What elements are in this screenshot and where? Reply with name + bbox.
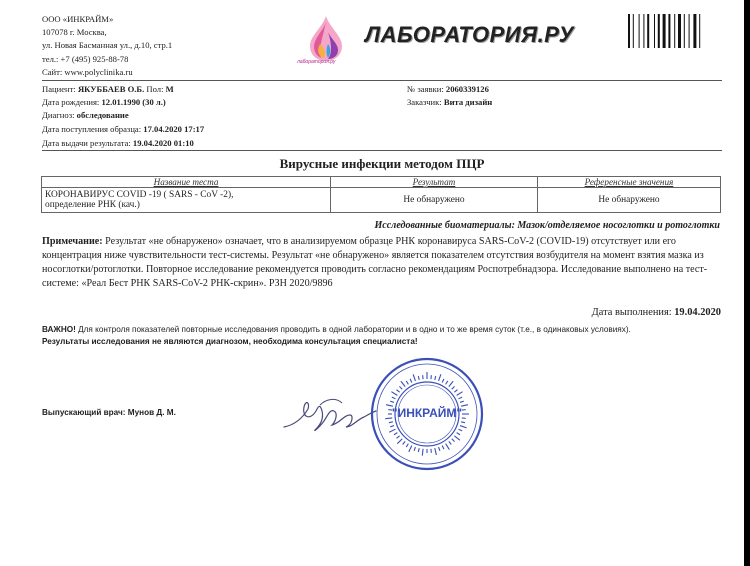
- header-reference: Референсные значения: [538, 177, 721, 188]
- doctor-label: Выпускающий врач:: [42, 408, 126, 417]
- note-text: Результат «не обнаружено» означает, что в анализируемом образце РНК коронавируса SARS-CoV-2 (COVID-19) отсутствует или его концентрация ниже чувствительности тест-системы. Результат «не обнаружено» является показателем отсутствия возбудителя на момент взятия мазка из носоглотки/ротоглотки. Повторное исследование рекомендуется проводить согласно рекомендациям Роспотребнадзора. Исследование выполнено на тест-системе: «Реал Бест РНК SARS-CoV-2 РНК-скрин». РЗН 2020/9896: [42, 236, 708, 289]
- customer-label: Заказчик:: [407, 97, 442, 107]
- note-label: Примечание:: [42, 236, 103, 247]
- address-line-2: ул. Новая Басманная ул., д.10, стр.1: [42, 40, 173, 51]
- phone: тел.: +7 (495) 925-88-78: [42, 53, 129, 64]
- logo-caption: лаборатория.ру: [297, 59, 336, 65]
- diagnosis-field: [42, 110, 129, 120]
- address-line-1: 107078 г. Москва,: [42, 27, 107, 38]
- warning-text: Для контроля показателей повторные исследования проводить в одной лаборатории и в одно и то же время суток (т.е., в одинаковых условиях).: [78, 325, 631, 334]
- sex-label: Пол:: [146, 84, 164, 94]
- divider-bottom: [42, 150, 722, 151]
- company-info: [42, 13, 172, 79]
- issued-field: [42, 138, 194, 148]
- table-header-row: [42, 177, 721, 188]
- biomaterials: Исследованные биоматериалы: Мазок/отделяемое носоглотки и ротоглотки: [374, 220, 720, 231]
- brand-name: ЛАБОРАТОРИЯ.РУ: [365, 22, 574, 47]
- diagnosis-value: обследование: [76, 110, 129, 120]
- order-value: 2060339126: [445, 84, 489, 94]
- note-block: [42, 235, 724, 291]
- issued-label: Дата выдачи результата:: [42, 138, 131, 148]
- table-row: [42, 188, 721, 213]
- result-cell: Не обнаружено: [331, 188, 538, 213]
- order-field: [407, 84, 489, 94]
- birth-field: [42, 97, 166, 107]
- reference-cell: Не обнаружено: [538, 188, 721, 213]
- divider-top: [42, 80, 722, 81]
- received-label: Дата поступления образца:: [42, 124, 142, 134]
- customer-field: [407, 97, 492, 107]
- test-name-cell: [42, 188, 331, 213]
- warning-block: [42, 324, 732, 348]
- received-field: [42, 124, 204, 134]
- doctor-block: [42, 408, 176, 417]
- completion-date: [500, 307, 721, 318]
- barcode-icon: [628, 14, 722, 48]
- patient-field: [42, 84, 174, 94]
- stamp-center-text: "ИНКРАЙМ": [391, 406, 463, 420]
- warning-line-2: Результаты исследования не являются диагнозом, необходима консультация специалиста!: [42, 337, 418, 346]
- customer-value: Вита дизайн: [443, 97, 493, 107]
- patient-value: ЯКУББАЕВ О.Б.: [77, 84, 145, 94]
- diagnosis-label: Диагноз:: [42, 110, 75, 120]
- order-label: № заявки:: [407, 84, 444, 94]
- received-value: 17.04.2020 17:17: [143, 124, 205, 134]
- doctor-name: Мунов Д. М.: [127, 408, 176, 417]
- website: Сайт: www.polyclinika.ru: [42, 66, 133, 77]
- warning-label: ВАЖНО!: [42, 325, 76, 334]
- section-title: Вирусные инфекции методом ПЦР: [279, 156, 485, 171]
- issued-value: 19.04.2020 01:10: [132, 138, 194, 148]
- results-table: [41, 176, 721, 213]
- patient-label: Пациент:: [42, 84, 76, 94]
- birth-value: 12.01.1990 (30 л.): [101, 97, 166, 107]
- completion-value: 19.04.2020: [674, 307, 721, 318]
- header-result: Результат: [331, 177, 538, 188]
- completion-label: Дата выполнения:: [591, 307, 672, 318]
- test-name-line-1: КОРОНАВИРУС COVID -19 ( SARS - CoV -2),: [45, 190, 234, 200]
- stamp-icon: [368, 355, 486, 473]
- sex-value: М: [165, 84, 174, 94]
- org-name: ООО «ИНКРАЙМ»: [42, 14, 114, 24]
- test-name-line-2: определение РНК (кач.): [45, 200, 140, 210]
- birth-label: Дата рождения:: [42, 97, 100, 107]
- header-test-name: Название теста: [42, 177, 331, 188]
